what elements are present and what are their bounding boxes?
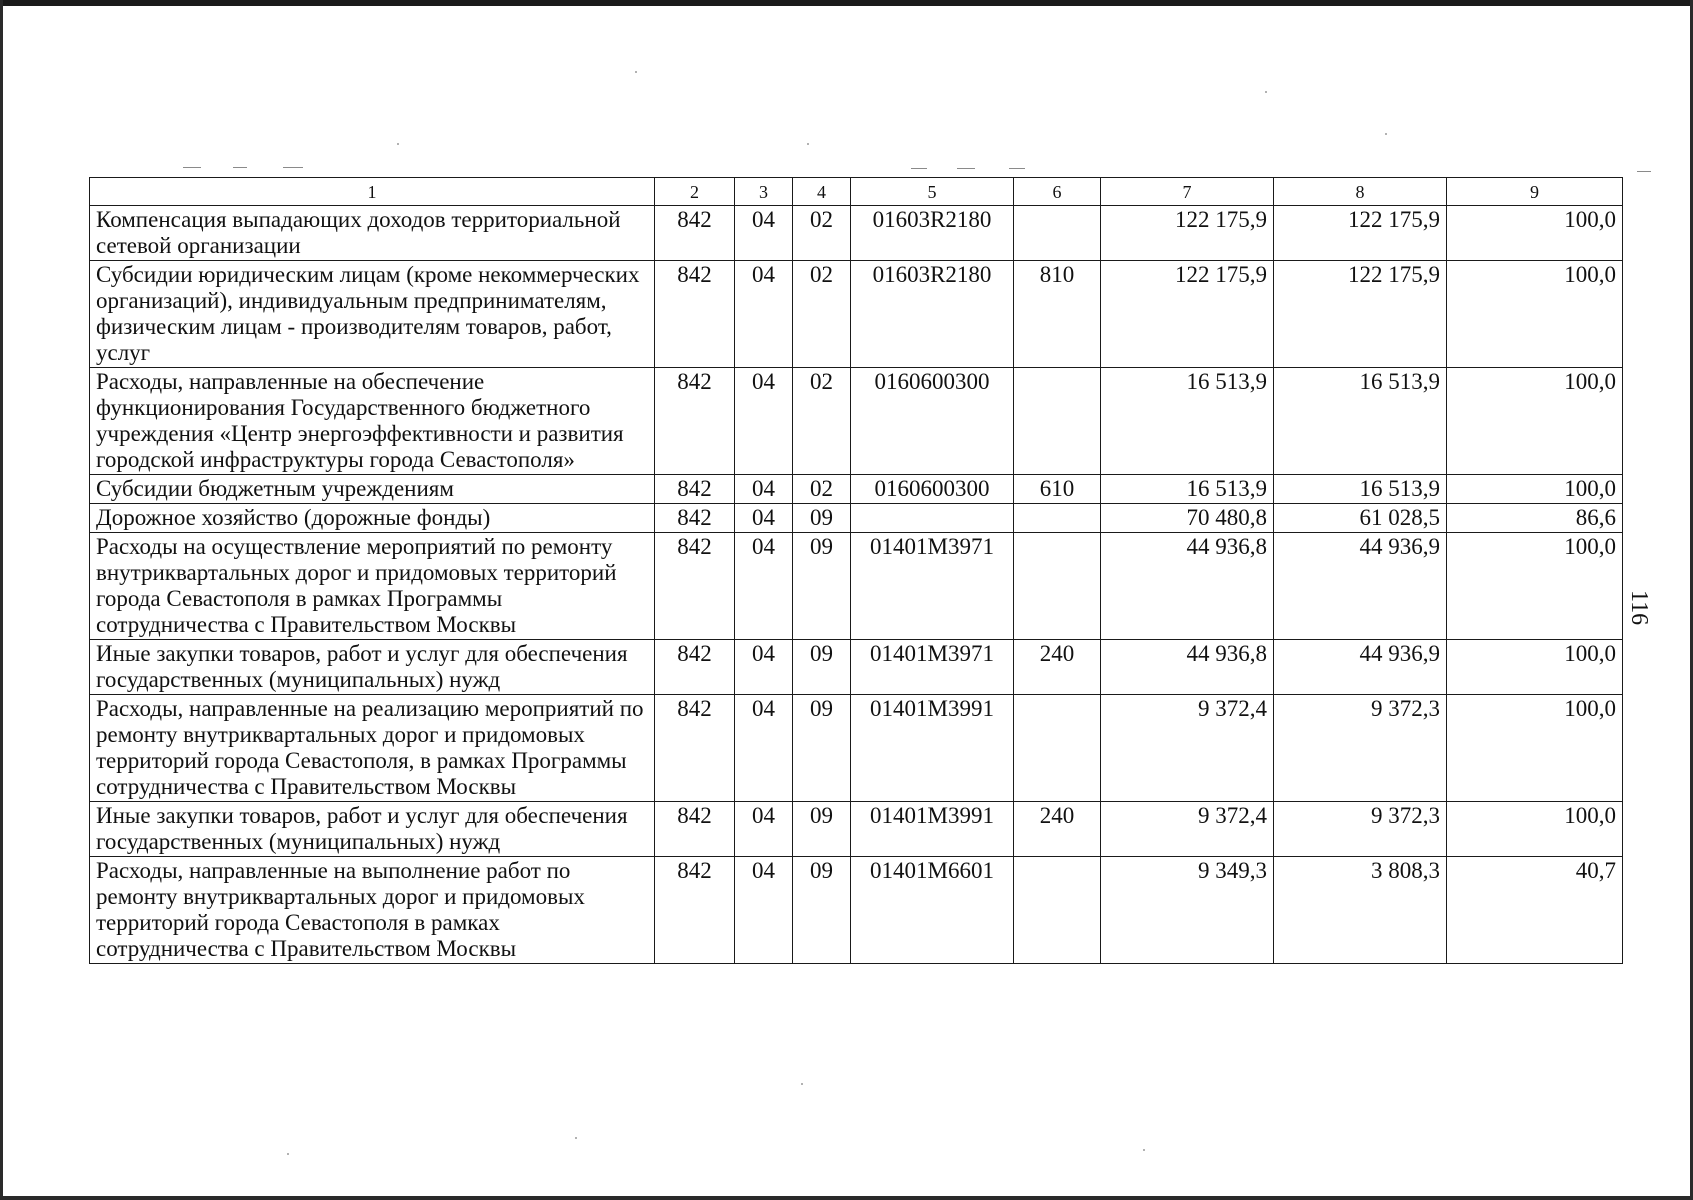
header-cell: 4 xyxy=(793,178,851,206)
ministry-code: 842 xyxy=(655,261,735,368)
item-name: Дорожное хозяйство (дорожные фонды) xyxy=(90,504,655,533)
execution-percent: 100,0 xyxy=(1447,261,1623,368)
section-code: 04 xyxy=(735,368,793,475)
execution-percent: 100,0 xyxy=(1447,695,1623,802)
execution-percent: 40,7 xyxy=(1447,857,1623,964)
ministry-code: 842 xyxy=(655,533,735,640)
subsection-code: 09 xyxy=(793,504,851,533)
actual-amount: 122 175,9 xyxy=(1274,261,1447,368)
section-code: 04 xyxy=(735,802,793,857)
execution-percent: 86,6 xyxy=(1447,504,1623,533)
planned-amount: 44 936,8 xyxy=(1101,640,1274,695)
ministry-code: 842 xyxy=(655,368,735,475)
expense-type-code xyxy=(1014,206,1101,261)
ministry-code: 842 xyxy=(655,206,735,261)
subsection-code: 09 xyxy=(793,802,851,857)
actual-amount: 61 028,5 xyxy=(1274,504,1447,533)
table-row xyxy=(90,206,1623,261)
expense-type-code: 610 xyxy=(1014,475,1101,504)
actual-amount: 44 936,9 xyxy=(1274,640,1447,695)
section-code: 04 xyxy=(735,857,793,964)
subsection-code: 09 xyxy=(793,640,851,695)
header-cell: 6 xyxy=(1014,178,1101,206)
target-article-code: 01603R2180 xyxy=(851,261,1014,368)
target-article-code: 01603R2180 xyxy=(851,206,1014,261)
planned-amount: 9 372,4 xyxy=(1101,802,1274,857)
ministry-code: 842 xyxy=(655,504,735,533)
scan-top-edge xyxy=(0,0,1693,6)
target-article-code: 0160600300 xyxy=(851,475,1014,504)
execution-percent: 100,0 xyxy=(1447,802,1623,857)
section-code: 04 xyxy=(735,695,793,802)
subsection-code: 09 xyxy=(793,857,851,964)
planned-amount: 122 175,9 xyxy=(1101,206,1274,261)
table-row xyxy=(90,504,1623,533)
scan-dash xyxy=(183,167,201,168)
scan-dash xyxy=(911,168,927,169)
item-name: Расходы на осуществление мероприятий по ремонту внутриквартальных дорог и придомовых территорий города Севастополя в рамках Программы сотрудничества с Правительством Москвы xyxy=(90,533,655,640)
ministry-code: 842 xyxy=(655,802,735,857)
scan-speck xyxy=(397,143,399,145)
target-article-code: 01401M6601 xyxy=(851,857,1014,964)
item-name: Расходы, направленные на реализацию мероприятий по ремонту внутриквартальных дорог и придомовых территорий города Севастополя, в рамках Программы сотрудничества с Правительством Москвы xyxy=(90,695,655,802)
planned-amount: 9 349,3 xyxy=(1101,857,1274,964)
scan-dash xyxy=(283,167,303,168)
table-row xyxy=(90,857,1623,964)
section-code: 04 xyxy=(735,261,793,368)
scan-dash xyxy=(1637,171,1651,172)
actual-amount: 3 808,3 xyxy=(1274,857,1447,964)
scan-left-edge xyxy=(0,0,3,1200)
subsection-code: 02 xyxy=(793,475,851,504)
table-row xyxy=(90,368,1623,475)
header-cell: 5 xyxy=(851,178,1014,206)
execution-percent: 100,0 xyxy=(1447,368,1623,475)
target-article-code: 01401M3971 xyxy=(851,640,1014,695)
item-name: Компенсация выпадающих доходов территориальной сетевой организации xyxy=(90,206,655,261)
section-code: 04 xyxy=(735,475,793,504)
scan-speck xyxy=(1385,133,1387,135)
expense-type-code xyxy=(1014,533,1101,640)
header-cell: 1 xyxy=(90,178,655,206)
expense-type-code: 240 xyxy=(1014,802,1101,857)
scan-dash xyxy=(233,167,247,168)
actual-amount: 122 175,9 xyxy=(1274,206,1447,261)
execution-percent: 100,0 xyxy=(1447,640,1623,695)
ministry-code: 842 xyxy=(655,475,735,504)
ministry-code: 842 xyxy=(655,695,735,802)
expense-type-code: 810 xyxy=(1014,261,1101,368)
header-cell: 8 xyxy=(1274,178,1447,206)
section-code: 04 xyxy=(735,640,793,695)
planned-amount: 44 936,8 xyxy=(1101,533,1274,640)
subsection-code: 02 xyxy=(793,206,851,261)
actual-amount: 16 513,9 xyxy=(1274,475,1447,504)
budget-table xyxy=(89,177,1623,964)
scan-speck xyxy=(287,1153,289,1155)
section-code: 04 xyxy=(735,206,793,261)
expense-type-code xyxy=(1014,504,1101,533)
table-row xyxy=(90,533,1623,640)
header-cell: 2 xyxy=(655,178,735,206)
item-name: Иные закупки товаров, работ и услуг для обеспечения государственных (муниципальных) нужд xyxy=(90,802,655,857)
subsection-code: 02 xyxy=(793,261,851,368)
scan-speck xyxy=(807,143,809,145)
scan-speck xyxy=(801,1083,803,1085)
execution-percent: 100,0 xyxy=(1447,533,1623,640)
header-cell: 3 xyxy=(735,178,793,206)
item-name: Расходы, направленные на обеспечение функционирования Государственного бюджетного учреждения «Центр энергоэффективности и развития городской инфраструктуры города Севастополя» xyxy=(90,368,655,475)
table-row xyxy=(90,802,1623,857)
header-cell: 7 xyxy=(1101,178,1274,206)
target-article-code xyxy=(851,504,1014,533)
table-row xyxy=(90,640,1623,695)
table-row xyxy=(90,475,1623,504)
page-number: 116 xyxy=(1626,590,1652,626)
expense-type-code xyxy=(1014,695,1101,802)
target-article-code: 0160600300 xyxy=(851,368,1014,475)
planned-amount: 70 480,8 xyxy=(1101,504,1274,533)
actual-amount: 9 372,3 xyxy=(1274,695,1447,802)
scan-speck xyxy=(1143,1149,1145,1151)
item-name: Субсидии бюджетным учреждениям xyxy=(90,475,655,504)
subsection-code: 02 xyxy=(793,368,851,475)
target-article-code: 01401M3971 xyxy=(851,533,1014,640)
item-name: Расходы, направленные на выполнение работ по ремонту внутриквартальных дорог и придомовых территорий города Севастополя в рамках сотрудничества с Правительством Москвы xyxy=(90,857,655,964)
item-name: Субсидии юридическим лицам (кроме некоммерческих организаций), индивидуальным предпринимателям, физическим лицам - производителям товаров, работ, услуг xyxy=(90,261,655,368)
scan-dash xyxy=(957,168,975,169)
section-code: 04 xyxy=(735,533,793,640)
scan-speck xyxy=(1265,91,1267,93)
target-article-code: 01401M3991 xyxy=(851,802,1014,857)
planned-amount: 9 372,4 xyxy=(1101,695,1274,802)
header-row xyxy=(90,178,1623,206)
item-name: Иные закупки товаров, работ и услуг для обеспечения государственных (муниципальных) нужд xyxy=(90,640,655,695)
actual-amount: 16 513,9 xyxy=(1274,368,1447,475)
planned-amount: 16 513,9 xyxy=(1101,368,1274,475)
actual-amount: 9 372,3 xyxy=(1274,802,1447,857)
expense-type-code: 240 xyxy=(1014,640,1101,695)
planned-amount: 122 175,9 xyxy=(1101,261,1274,368)
scan-bottom-edge xyxy=(0,1196,1693,1200)
section-code: 04 xyxy=(735,504,793,533)
ministry-code: 842 xyxy=(655,640,735,695)
planned-amount: 16 513,9 xyxy=(1101,475,1274,504)
subsection-code: 09 xyxy=(793,533,851,640)
execution-percent: 100,0 xyxy=(1447,206,1623,261)
table-row xyxy=(90,695,1623,802)
expense-type-code xyxy=(1014,857,1101,964)
subsection-code: 09 xyxy=(793,695,851,802)
execution-percent: 100,0 xyxy=(1447,475,1623,504)
table-row xyxy=(90,261,1623,368)
ministry-code: 842 xyxy=(655,857,735,964)
scan-dash xyxy=(1009,168,1025,169)
actual-amount: 44 936,9 xyxy=(1274,533,1447,640)
scan-speck xyxy=(575,1137,577,1139)
header-cell: 9 xyxy=(1447,178,1623,206)
target-article-code: 01401M3991 xyxy=(851,695,1014,802)
expense-type-code xyxy=(1014,368,1101,475)
scan-speck xyxy=(635,71,637,73)
